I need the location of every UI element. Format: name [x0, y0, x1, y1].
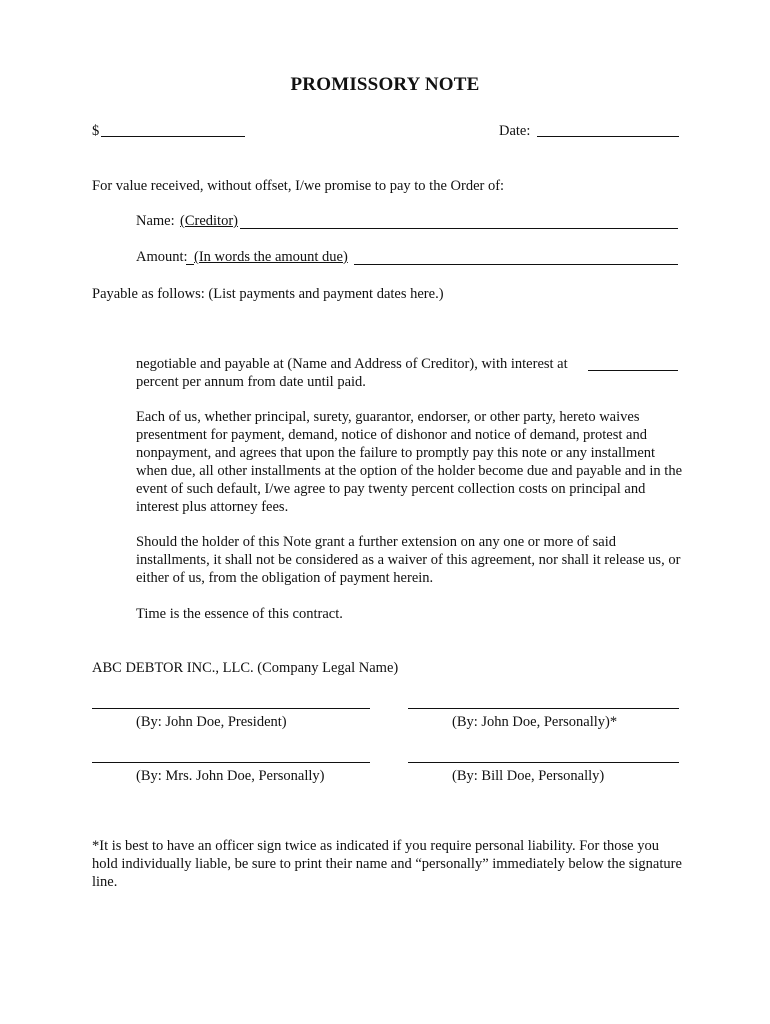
signature-line-president[interactable] — [92, 708, 370, 709]
signature-line-mrs-john[interactable] — [92, 762, 370, 763]
signature-line-bill[interactable] — [408, 762, 679, 763]
amount-lead-line — [186, 264, 194, 265]
amount-label: Amount: — [136, 249, 188, 265]
waiver-paragraph: Each of us, whether principal, surety, guarantor, endorser, or other party, hereto waives presentment for payment, demand, notice of dishonor and notice of demand, protest and nonpayment, and agrees that upon the failure to promptly pay this note or any installment when due, all other installments at the option of the holder become due and payable and in the event of such default, I/we agree to pay twenty percent collection costs on principal and interest plus attorney fees. — [136, 409, 683, 515]
signature-caption-bill: (By: Bill Doe, Personally) — [452, 768, 605, 784]
signature-caption-president: (By: John Doe, President) — [136, 714, 287, 730]
date-blank-line[interactable] — [537, 136, 679, 137]
name-label: Name: — [136, 213, 175, 229]
amount-value: (In words the amount due) — [194, 249, 348, 265]
footnote: *It is best to have an officer sign twice as indicated if you require personal liability. For those you hold individually liable, be sure to print their name and “personally” immediately below the signature line. — [92, 838, 682, 890]
signature-line-john-personally[interactable] — [408, 708, 679, 709]
date-label: Date: — [499, 123, 531, 139]
signature-caption-mrs-john: (By: Mrs. John Doe, Personally) — [136, 768, 325, 784]
payable-text: Payable as follows: (List payments and payment dates here.) — [92, 286, 444, 302]
interest-blank-line[interactable] — [588, 370, 678, 371]
page-title: PROMISSORY NOTE — [290, 74, 480, 95]
extension-paragraph: Should the holder of this Note grant a further extension on any one or more of said installments, it shall not be considered as a waiver of this agreement, nor shall it release us, or either of us, from the obligation of payment herein. — [136, 534, 681, 586]
dollar-sign: $ — [92, 123, 100, 139]
name-blank-line[interactable] — [240, 228, 678, 229]
signature-caption-john-personally: (By: John Doe, Personally)* — [452, 714, 618, 730]
company-name: ABC DEBTOR INC., LLC. (Company Legal Name) — [92, 660, 399, 676]
intro-text: For value received, without offset, I/we promise to pay to the Order of: — [92, 178, 505, 194]
essence-text: Time is the essence of this contract. — [136, 606, 343, 622]
amount-blank-line-2[interactable] — [354, 264, 678, 265]
negotiable-line-2: percent per annum from date until paid. — [136, 374, 366, 390]
negotiable-line-1: negotiable and payable at (Name and Address of Creditor), with interest at — [136, 356, 568, 372]
amount-blank-line[interactable] — [101, 136, 245, 137]
name-value: (Creditor) — [180, 213, 238, 229]
